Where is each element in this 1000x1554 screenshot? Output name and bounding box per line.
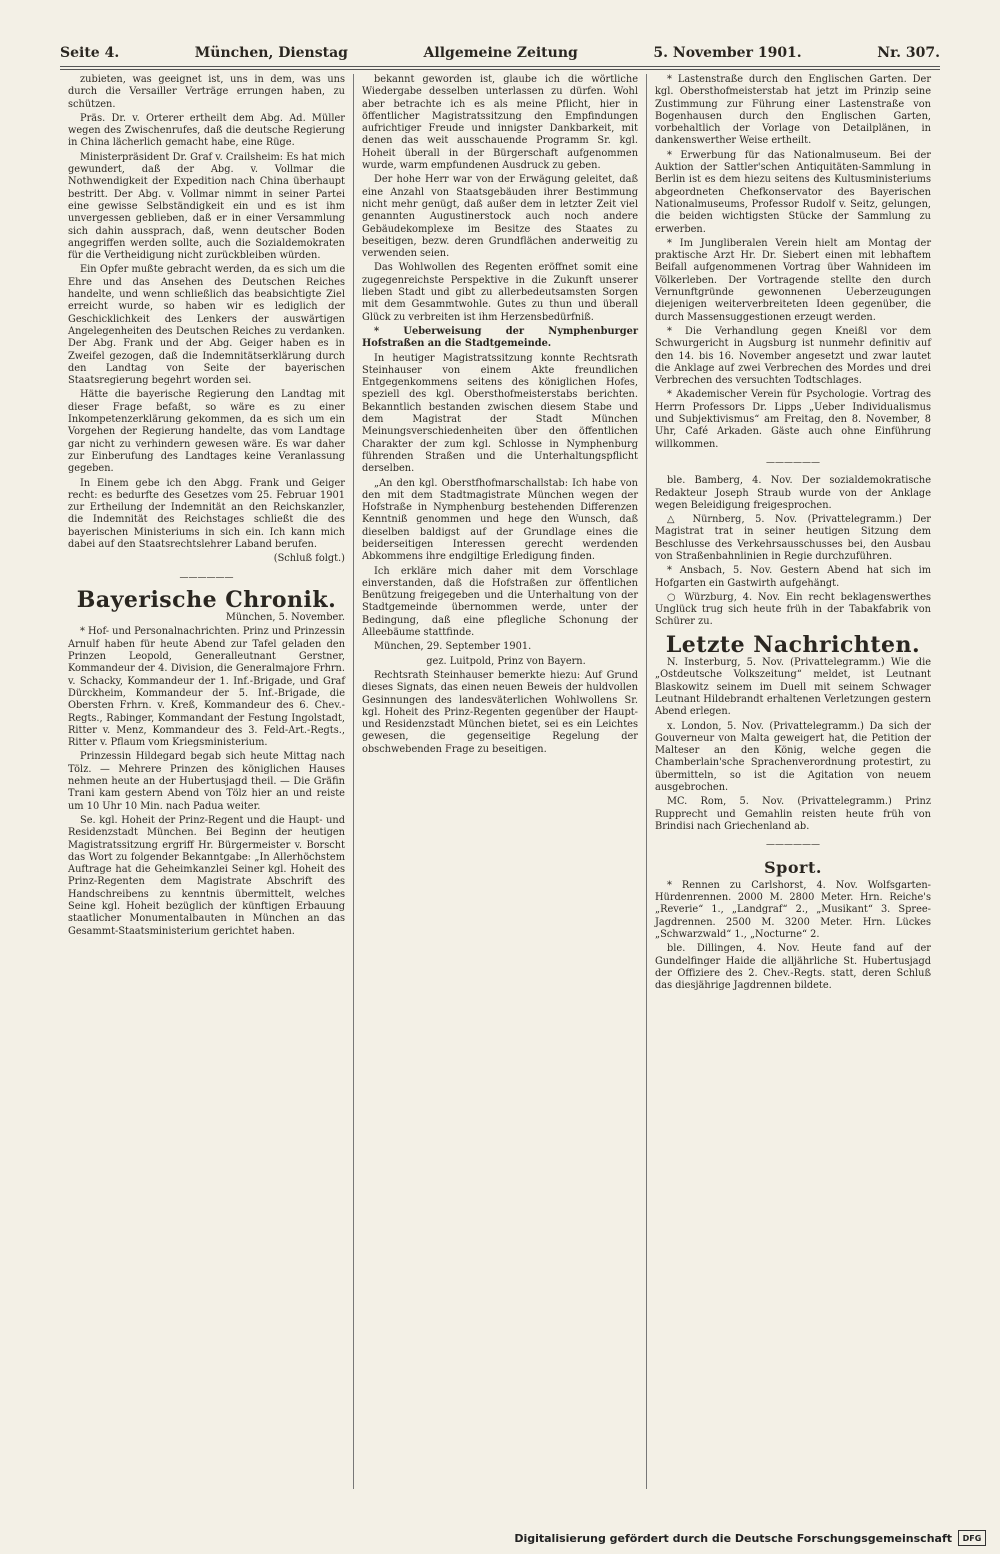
column-1 bbox=[60, 74, 353, 1489]
dateline: München, 5. November. bbox=[225, 612, 345, 624]
article-paragraph: bekannt geworden ist, glaube ich die wörtliche Wiedergabe desselben unterlassen zu dürfen. Wohl aber betrachte ich es als meine Pflicht, hier in öffentlicher Magistratssitzung den Empfindungen aufrichtiger Freude und innigster Dankbarkeit, mit denen das weit ausschauende Programm Sr. kgl. Hoheit überall in der Bürgerschaft aufgenommen wurde, warm empfundenen Ausdruck zu geben. bbox=[362, 74, 638, 172]
news-item: * Akademischer Verein für Psychologie. Vortrag des Herrn Professors Dr. Lipps „Ueber Individualismus und Subjektivismus“ am Freitag, den 8. November, 8 Uhr, Café Arkaden. Gäste auch ohne Einführung willkommen. bbox=[655, 389, 931, 450]
article-heading: * Ueberweisung der Nymphenburger Hofstraßen an die Stadtgemeinde. bbox=[362, 325, 638, 350]
telegram-item: x. London, 5. Nov. (Privattelegramm.) Da sich der Gouverneur von Malta geweigert hat, die Petition der Malteser an den König, welche gegen die Chamberlain'sche Sprachenverordnung protestirt, zu übermitteln, so ist die Agitation von neuem ausgebrochen. bbox=[655, 720, 931, 794]
page-number: Seite 4. bbox=[60, 45, 120, 61]
column-2 bbox=[353, 74, 646, 1489]
issue-date: 5. November 1901. bbox=[653, 45, 802, 61]
article-paragraph: „An den kgl. Oberstfhofmarschallstab: Ich habe von den mit dem Stadtmagistrate München wegen der Hofstraße in Nymphenburg bestehenden Differenzen Kenntniß genommen und hege den Wunsch, daß dieselben baldigst auf der Grundlage eines die beiderseitigen Interessen gerecht werdenden Abkommens ihre endgiltige Erledigung finden. bbox=[362, 477, 638, 563]
signature: gez. Luitpold, Prinz von Bayern. bbox=[426, 655, 586, 667]
news-item: * Ansbach, 5. Nov. Gestern Abend hat sich im Hofgarten ein Gastwirth aufgehängt. bbox=[655, 565, 931, 589]
article-paragraph: Ministerpräsident Dr. Graf v. Crailsheim: Es hat mich gewundert, daß der Abg. v. Vollmar die Nothwendigkeit der Expedition nach China überhaupt bestritt. Der Abg. v. Vollmar nimmt in seiner Partei eine gewisse Selbständigkeit ein und es ist ihm unvergessen geblieben, daß er in einer Versammlung sich dahin aussprach, daß, wenn deutscher Boden angegriffen werden sollte, auch die Sozialdemokraten für die Vertheidigung nicht zurückbleiben würden. bbox=[68, 151, 345, 262]
news-item: * Lastenstraße durch den Englischen Garten. Der kgl. Obersthofmeisterstab hat jetzt im Prinzip seine Zustimmung zur Führung einer Lastenstraße von Bogenhausen durch den Englischen Garten, vorbehaltlich der Vorlage von Detailplänen, in dankenswerther Weise ertheilt. bbox=[655, 74, 931, 147]
article-paragraph: Hätte die bayerische Regierung den Landtag mit dieser Frage befaßt, so wäre es zu einer Inkompetenzerklärung gekommen, da es sich um ein Vorgehen der Regierung handelte, das vom Landtage gar nicht zu verhindern gewesen wäre. Es war daher zur Einberufung des Landtages keine Veranlassung gegeben. bbox=[68, 389, 345, 475]
news-item: ble. Bamberg, 4. Nov. Der sozialdemokratische Redakteur Joseph Straub wurde von der Anklage wegen Beleidigung freigesprochen. bbox=[655, 475, 931, 511]
article-paragraph: Rechtsrath Steinhauser bemerkte hiezu: Auf Grund dieses Signats, das einen neuen Beweis der huldvollen Gesinnungen des landesväterlichen Wohlwollens Sr. kgl. Hoheit des Prinz-Regenten gegenüber der Haupt- und Residenzstadt München bietet, sei es ein Leichtes gewesen, die gegenseitige Regelung der obschwebenden Frage zu beseitigen. bbox=[362, 669, 638, 755]
separator: —————— bbox=[179, 572, 234, 583]
page-header bbox=[60, 42, 940, 64]
section-title-sport: Sport. bbox=[764, 857, 822, 877]
section-title-letzte-nachrichten: Letzte Nachrichten. bbox=[665, 631, 921, 658]
article-paragraph: Se. kgl. Hoheit der Prinz-Regent und die Haupt- und Residenzstadt München. Bei Beginn der heutigen Magistratssitzung ergriff Hr. Bürgermeister v. Borscht das Wort zu folgender Bekanntgabe: „In Allerhöchstem Auftrage hat die Geheimkanzlei Seiner kgl. Hoheit des Prinz-Regenten dem Magistrate Abschrift des Handschreibens zu kenntnis übermittelt, welches Seine kgl. Hoheit bezüglich der künftigen Erbauung staatlicher Monumentalbauten in München an das Gesammt-Staatsministerium gerichtet haben. bbox=[68, 814, 345, 937]
news-item: * Die Verhandlung gegen Kneißl vor dem Schwurgericht in Augsburg ist nunmehr definitiv auf den 14. bis 16. November angesetzt und zwar lautet die Anklage auf zwei Verbrechen des Mordes und drei Verbrechen des versuchten Todtschlages. bbox=[655, 325, 931, 387]
telegram-item: MC. Rom, 5. Nov. (Privattelegramm.) Prinz Rupprecht und Gemahlin reisten heute früh von Brindisi nach Griechenland ab. bbox=[655, 796, 931, 832]
article-paragraph: Ich erkläre mich daher mit dem Vorschlage einverstanden, daß die Hofstraßen zur öffentlichen Benützung freigegeben und die Unterhaltung von der Stadtgemeinde übernommen werde, unter der Bedingung, daß eine pflegliche Schonung der Alleebäume stattfinde. bbox=[362, 565, 638, 639]
separator: —————— bbox=[766, 840, 820, 851]
sport-item: * Rennen zu Carlshorst, 4. Nov. Wolfsgarten-Hürdenrennen. 2000 M. 2800 Meter. Hrn. Reiche's „Reverie“ 1., „Landgraf“ 2., „Musikant“ 3. Spree-Jagdrennen. 2500 M. 3200 Meter. Hrn. Lückes „Schwarzwald“ 1., „Nocturne“ 2. bbox=[655, 879, 931, 940]
news-item: ○ Würzburg, 4. Nov. Ein recht beklagenswerthes Unglück trug sich heute früh in der Tabakfabrik von Schürer zu. bbox=[655, 591, 931, 628]
article-paragraph: zubieten, was geeignet ist, uns in dem, was uns durch die Versailler Verträge errungen haben, zu schützen. bbox=[68, 74, 345, 110]
news-item: * Im Jungliberalen Verein hielt am Montag der praktische Arzt Hr. Dr. Siebert einen mit lebhaftem Beifall aufgenommenen Vortrag über Wahnideen im Völkerleben. Der Vortragende stellte den durch Vernunftgründe gewonnenen Ueberzeugungen diejenigen weiterverbreiteten Ideen gegenüber, die durch Massensuggestionen erzeugt werden. bbox=[655, 237, 931, 323]
header-rule bbox=[60, 66, 940, 67]
section-title-bayerische-chronik: Bayerische Chronik. bbox=[76, 586, 337, 613]
article-paragraph: Präs. Dr. v. Orterer ertheilt dem Abg. Ad. Müller wegen des Zwischenrufes, daß die deutsche Regierung in China lächerlich gemacht habe, eine Rüge. bbox=[68, 112, 345, 149]
header-rule-2 bbox=[60, 69, 940, 70]
news-item: △ Nürnberg, 5. Nov. (Privattelegramm.) Der Magistrat trat in seiner heutigen Sitzung dem Beschlusse des Verkehrsausschusses bei, den Ausbau von Straßenbahnlinien in Regie durchzuführen. bbox=[655, 514, 931, 562]
article-paragraph: In heutiger Magistratssitzung konnte Rechtsrath Steinhauser von einem Akte freundlichen Entgegenkommens seitens des königlichen Hofes, speziell des kgl. Obersthofmeisterstabs berichten. Bekanntlich bestanden zwischen diesem Stabe und dem Magistrat der Stadt München Meinungsverschiedenheiten über den öffentlichen Charakter der zum kgl. Schlosse in Nymphenburg führenden Straßen und die Unterhaltungspflicht derselben. bbox=[362, 352, 638, 475]
continued-note: (Schluß folgt.) bbox=[273, 553, 345, 565]
separator: —————— bbox=[766, 457, 820, 468]
article-paragraph: In Einem gebe ich den Abgg. Frank und Geiger recht: es bedurfte des Gesetzes vom 25. Februar 1901 zur Ertheilung der Indemnität an den Reichskanzler, die Indemnität des Reichstages schließt die des bayerischen Ministeriums in sich ein. Ich kann mich dabei auf den Staatsrechtslehrer Laband berufen. bbox=[68, 477, 345, 550]
article-paragraph: Das Wohlwollen des Regenten eröffnet somit eine zugegenreichste Perspektive in die Zukunft unserer lieben Stadt und gibt zu allerbedeutsamsten Sorgen mit dem Gesammtwohle. Gutes zu thun und überall Glück zu verbreiten ist ihm Herzensbedürfniß. bbox=[362, 262, 638, 323]
telegram-item: N. Insterburg, 5. Nov. (Privattelegramm.) Wie die „Ostdeutsche Volkszeitung“ meldet, ist Leutnant Blaskowitz seinem im Duell mit seinem Schwager Leutnant Hildebrandt erhaltenen Verletzungen gestern Abend erlegen. bbox=[655, 657, 931, 718]
newspaper-title: Allgemeine Zeitung bbox=[423, 45, 578, 61]
issue-number: Nr. 307. bbox=[877, 45, 940, 61]
digitization-footer bbox=[0, 1528, 1000, 1548]
dfg-logo-icon: DFG bbox=[958, 1530, 986, 1546]
footer-text: Digitalisierung gefördert durch die Deutsche Forschungsgemeinschaft bbox=[514, 1531, 952, 1545]
signature-date: München, 29. September 1901. bbox=[374, 641, 532, 653]
sport-item: ble. Dillingen, 4. Nov. Heute fand auf der Gundelfinger Haide die alljährliche St. Hubertusjagd der Offiziere des 2. Chev.-Regts. statt, deren Schluß das diesjährige Jagdrennen bildete. bbox=[655, 943, 931, 992]
article-paragraph: Prinzessin Hildegard begab sich heute Mittag nach Tölz. — Mehrere Prinzen des königlichen Hauses nehmen heute an der Hubertusjagd theil. — Die Gräfin Trani kam gestern Abend von Tölz hier an und reiste um 10 Uhr 10 Min. nach Padua weiter. bbox=[68, 751, 345, 812]
article-paragraph: * Hof- und Personalnachrichten. Prinz und Prinzessin Arnulf haben für heute Abend zur Tafel geladen den Prinzen Leopold, Generalleutnant Gerstner, Kommandeur der 4. Division, die Generalmajore Frhrn. v. Schacky, Kommandeur der 1. Inf.-Brigade, und Graf Dürckheim, Kommandeur der 5. Inf.-Brigade, die Obersten Frhrn. v. Kreß, Kommandeur des 6. Chev.-Regts., Rabinger, Kommandant der Festung Ingolstadt, Ritter v. Menz, Kommandeur des 3. Feld-Art.-Regts., Ritter v. Pflaum vom Kriegsministerium. bbox=[68, 626, 346, 749]
columns bbox=[60, 74, 940, 1489]
article-paragraph: Der hohe Herr war von der Erwägung geleitet, daß eine Anzahl von Staatsgebäuden ihrer Bestimmung nicht mehr genügt, daß außer dem in letzter Zeit viel genannten Augustinerstock auch noch andere Gebäudekomplexe im Besitze des Staates zu beseitigen, bezw. deren Grundflächen anderweitig zu verwenden seien. bbox=[362, 174, 638, 260]
column-3 bbox=[646, 74, 939, 1489]
city-day: München, Dienstag bbox=[194, 45, 348, 61]
article-paragraph: Ein Opfer mußte gebracht werden, da es sich um die Ehre und das Ansehen des Deutschen Reiches handelte, und wenn schließlich das beabsichtigte Ziel erreicht wurde, so haben wir es lediglich der Geschicklichkeit des Lenkers der auswärtigen Angelegenheiten des Deutschen Reiches zu verdanken. Der Abg. Frank und der Abg. Geiger haben es in Zweifel gezogen, daß die Indemnitätserklärung durch den Landtag von Seite der bayerischen Staatsregierung begehrt worden sei. bbox=[68, 264, 345, 387]
news-item: * Erwerbung für das Nationalmuseum. Bei der Auktion der Sattler'schen Antiquitäten-Sammlung in Berlin ist es dem hiezu seitens des Kultusministeriums abgeordneten Chefkonservator des Bayerischen Nationalmuseums, Professor Rudolf v. Seitz, gelungen, die beiden wichtigsten Stücke der Sammlung zu erwerben. bbox=[655, 149, 931, 235]
